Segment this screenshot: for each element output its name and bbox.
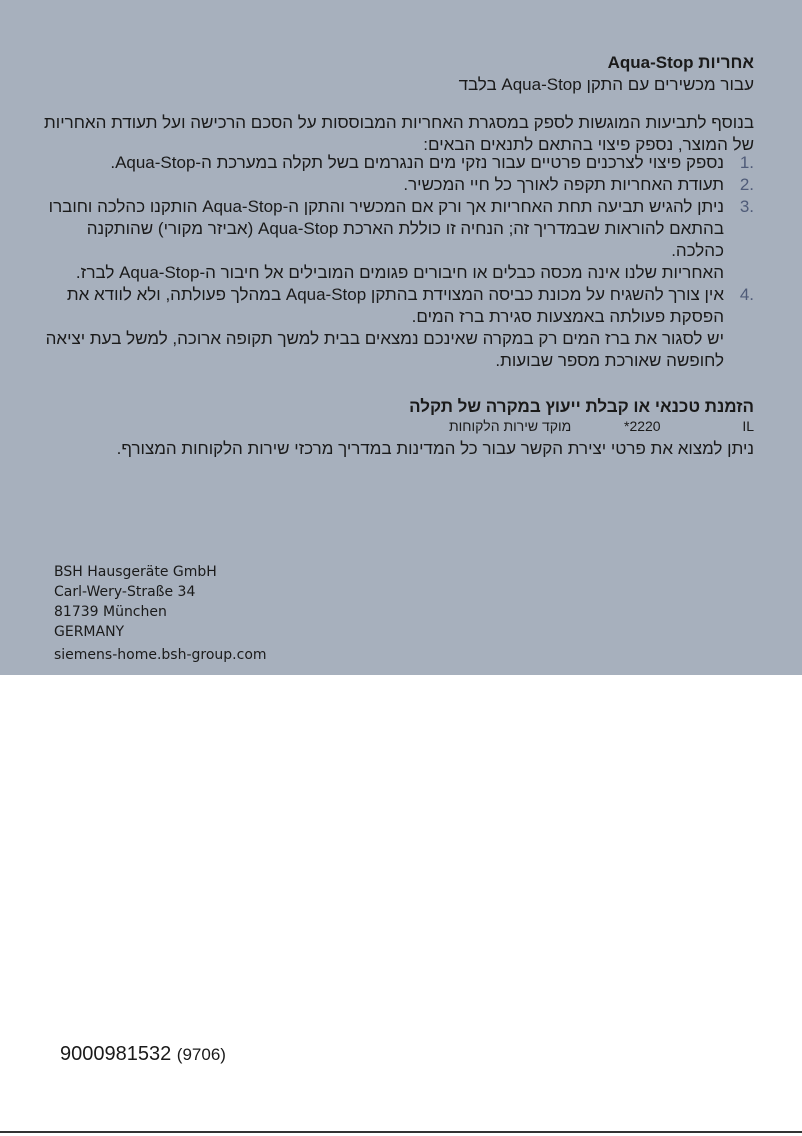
list-item-text: ניתן להגיש תביעה תחת האחריות אך ורק אם המכשיר והתקן ה-Aqua-Stop הותקנו כהלכה וחוברו בהתאם להוראות שבמדריך זה; הנחיה זו כוללת הארכת Aqua-Stop (אביזר מקורי) שהותקנה כהלכה. — [48, 197, 724, 260]
bottom-divider — [0, 1131, 802, 1133]
list-item — [44, 152, 754, 174]
section-title: אחריות Aqua-Stop — [607, 53, 754, 72]
countries-note: ניתן למצוא את פרטי יצירת הקשר עבור כל המדינות במדריך מרכזי שירות הלקוחות המצורף. — [116, 439, 754, 458]
contact-title: הזמנת טכנאי או קבלת ייעוץ במקרה של תקלה — [409, 397, 754, 416]
hotline-label: מוקד שירות הלקוחות — [449, 418, 572, 434]
list-number: 4. — [739, 285, 754, 304]
company-address — [54, 562, 217, 642]
intro-paragraph: בנוסף לתביעות המוגשות לספק במסגרת האחריות המבוססות על הסכם הרכישה ועל תעודת האחריות של המוצר, נספק פיצוי בהתאם לתנאים הבאים: — [44, 113, 754, 154]
country: GERMANY — [54, 624, 125, 640]
list-number: 1. — [739, 153, 754, 172]
document-number: 9000981532 — [60, 1043, 172, 1065]
website-link: siemens-home.bsh-group.com — [54, 647, 267, 663]
city: 81739 München — [54, 604, 167, 620]
list-item-text: אין צורך להשגיח על מכונת כביסה המצוידת בהתקן Aqua-Stop במהלך פעולתה, ולא לוודא את הפסקת פעולתה באמצעות סגירת ברז המים. — [66, 285, 724, 326]
section-subtitle: עבור מכשירים עם התקן Aqua-Stop בלבד — [458, 75, 754, 94]
document-code — [60, 1043, 226, 1066]
list-item — [44, 174, 754, 196]
street: Carl-Wery-Straße 34 — [54, 584, 196, 600]
list-item — [44, 196, 754, 284]
document-revision: (9706) — [176, 1045, 226, 1064]
contact-row — [54, 418, 754, 436]
hotline-number: *2220 — [624, 418, 661, 434]
list-number: 2. — [739, 175, 754, 194]
list-item-continuation: יש לסגור את ברז המים רק במקרה שאינכם נמצאים בבית למשך תקופה ארוכה, למשל בעת יציאה לחופשה שאורכת מספר שבועות. — [45, 329, 724, 370]
list-number: 3. — [739, 197, 754, 216]
company-name: BSH Hausgeräte GmbH — [54, 564, 217, 580]
conditions-list — [44, 152, 754, 372]
list-item-continuation: האחריות שלנו אינה מכסה כבלים או חיבורים פגומים המובילים אל חיבור ה-Aqua-Stop לברז. — [75, 263, 724, 282]
list-item — [44, 284, 754, 372]
country-code: IL — [742, 418, 754, 434]
list-item-text: נספק פיצוי לצרכנים פרטיים עבור נזקי מים הנגרמים בשל תקלה במערכת ה-Aqua-Stop. — [110, 153, 724, 172]
list-item-text: תעודת האחריות תקפה לאורך כל חיי המכשיר. — [403, 175, 724, 194]
